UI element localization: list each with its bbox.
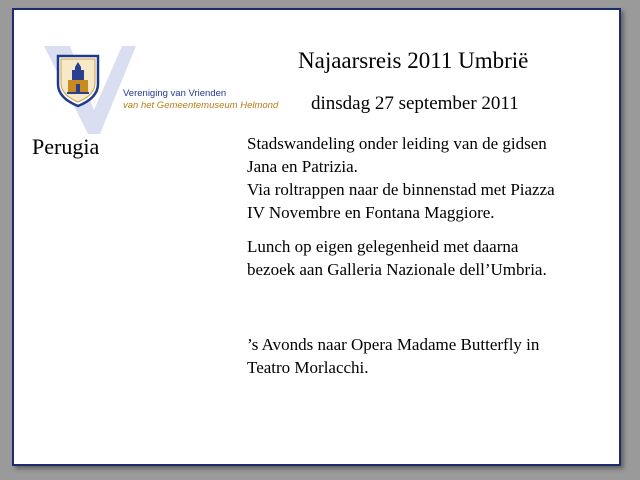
text-line: Via roltrappen naar de binnenstad met Piazza — [247, 180, 555, 199]
slide-date: dinsdag 27 september 2011 — [311, 93, 519, 114]
logo-line2: van het Gemeentemuseum Helmond — [123, 100, 279, 111]
text-line: Teatro Morlacchi. — [247, 358, 369, 377]
logo — [36, 36, 279, 136]
vereniging-emblem-icon — [36, 36, 256, 136]
slide-title: Najaarsreis 2011 Umbrië — [298, 48, 529, 73]
text-line: Stadswandeling onder leiding van de gidsen — [247, 134, 547, 153]
itinerary-text — [247, 132, 607, 379]
itinerary-paragraph-afternoon — [247, 235, 607, 281]
text-line: Jana en Patrizia. — [247, 157, 358, 176]
city-heading: Perugia — [32, 134, 100, 159]
logo-line1: Vereniging van Vrienden — [123, 88, 227, 99]
slide — [12, 8, 621, 466]
text-line: IV Novembre en Fontana Maggiore. — [247, 203, 495, 222]
itinerary-paragraph-evening — [247, 333, 607, 379]
logo-text — [123, 88, 278, 112]
text-line: ’s Avonds naar Opera Madame Butterfly in — [247, 335, 540, 354]
text-line: Lunch op eigen gelegenheid met daarna — [247, 237, 519, 256]
itinerary-paragraph-morning — [247, 132, 607, 224]
text-line: bezoek aan Galleria Nazionale dell’Umbria. — [247, 260, 547, 279]
